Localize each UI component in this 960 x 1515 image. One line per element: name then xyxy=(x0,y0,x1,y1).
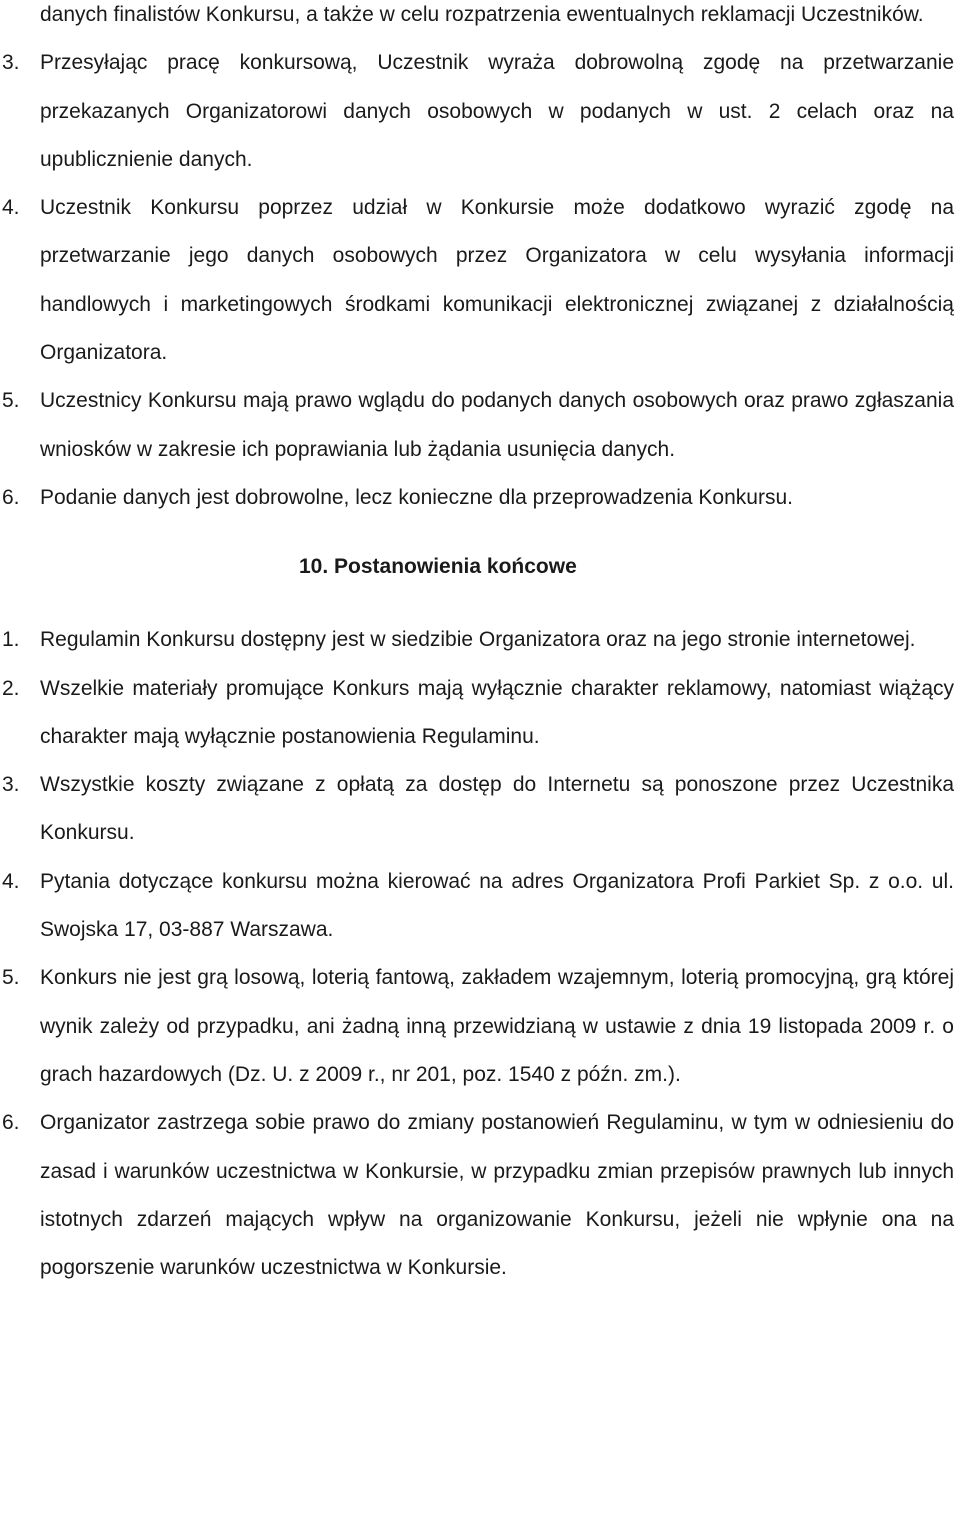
paragraph-text: Przesyłając pracę konkursową, Uczestnik wyraża dobrowolną zgodę na przetwarzanie przekazanych Organizatorowi danych osobowych w podanych w ust. 2 celach oraz na upublicznienie danych. xyxy=(40,51,954,171)
list-item xyxy=(0,1099,960,1292)
item-number: 6. xyxy=(2,485,20,509)
item-number: 4. xyxy=(2,196,20,220)
paragraph-text: Uczestnik Konkursu poprzez udział w Konkursie może dodatkowo wyrazić zgodę na przetwarzanie jego danych osobowych przez Organizatora w celu wysyłania informacji handlowych i marketingowych środkami komunikacji elektronicznej związanej z działalnością Organizatora. xyxy=(40,196,954,365)
list-item xyxy=(0,761,960,858)
section-heading-wrap xyxy=(0,522,960,616)
section-heading-text: 10. Postanowienia końcowe xyxy=(299,555,577,579)
paragraph-text: Organizator zastrzega sobie prawo do zmiany postanowień Regulaminu, w tym w odniesieniu do zasad i warunków uczestnictwa w Konkursie, w przypadku zmian przepisów prawnych lub innych istotnych zdarzeń mających wpływ na organizowanie Konkursu, jeżeli nie wpłynie ona na pogorszenie warunków uczestnictwa w Konkursie. xyxy=(40,1111,954,1280)
paragraph-text: Regulamin Konkursu dostępny jest w siedzibie Organizatora oraz na jego stronie internetowej. xyxy=(40,628,916,652)
item-number: 5. xyxy=(2,389,20,413)
paragraph-text: danych finalistów Konkursu, a także w celu rozpatrzenia ewentualnych reklamacji Uczestników. xyxy=(40,3,924,26)
paragraph-text: Pytania dotyczące konkursu można kierować na adres Organizatora Profi Parkiet Sp. z o.o. ul. Swojska 17, 03-887 Warszawa. xyxy=(40,869,954,942)
list-item xyxy=(0,184,960,377)
list-item xyxy=(0,665,960,762)
item-number: 6. xyxy=(2,1111,20,1135)
list-item xyxy=(0,954,960,1099)
list-item xyxy=(0,858,960,955)
list-item xyxy=(0,474,960,522)
item-number: 4. xyxy=(2,869,20,893)
paragraph-text: Konkurs nie jest grą losową, loterią fantową, zakładem wzajemnym, loterią promocyjną, grą której wynik zależy od przypadku, ani żadną inną przewidzianą w ustawie z dnia 19 listopada 2009 r. o grach hazardowych (Dz. U. z 2009 r., nr 201, poz. 1540 z późn. zm.). xyxy=(40,966,954,1086)
item-number: 5. xyxy=(2,966,20,990)
paragraph-text: Wszystkie koszty związane z opłatą za dostęp do Internetu są ponoszone przez Uczestnika Konkursu. xyxy=(40,773,954,845)
item-number: 2. xyxy=(2,676,20,700)
paragraph-continuation xyxy=(0,0,960,39)
list-item xyxy=(0,39,960,184)
paragraph-text: Podanie danych jest dobrowolne, lecz konieczne dla przeprowadzenia Konkursu. xyxy=(40,485,793,509)
list-item xyxy=(0,377,960,474)
paragraph-text: Uczestnicy Konkursu mają prawo wglądu do podanych danych osobowych oraz prawo zgłaszania wniosków w zakresie ich poprawiania lub żądania usunięcia danych. xyxy=(40,389,954,461)
section-heading xyxy=(299,552,577,582)
item-number: 1. xyxy=(2,628,20,652)
paragraph-text: Wszelkie materiały promujące Konkurs mają wyłącznie charakter reklamowy, natomiast wiążący charakter mają wyłącznie postanowienia Regulaminu. xyxy=(40,676,954,748)
item-number: 3. xyxy=(2,51,20,75)
item-number: 3. xyxy=(2,773,20,797)
list-item xyxy=(0,616,960,664)
